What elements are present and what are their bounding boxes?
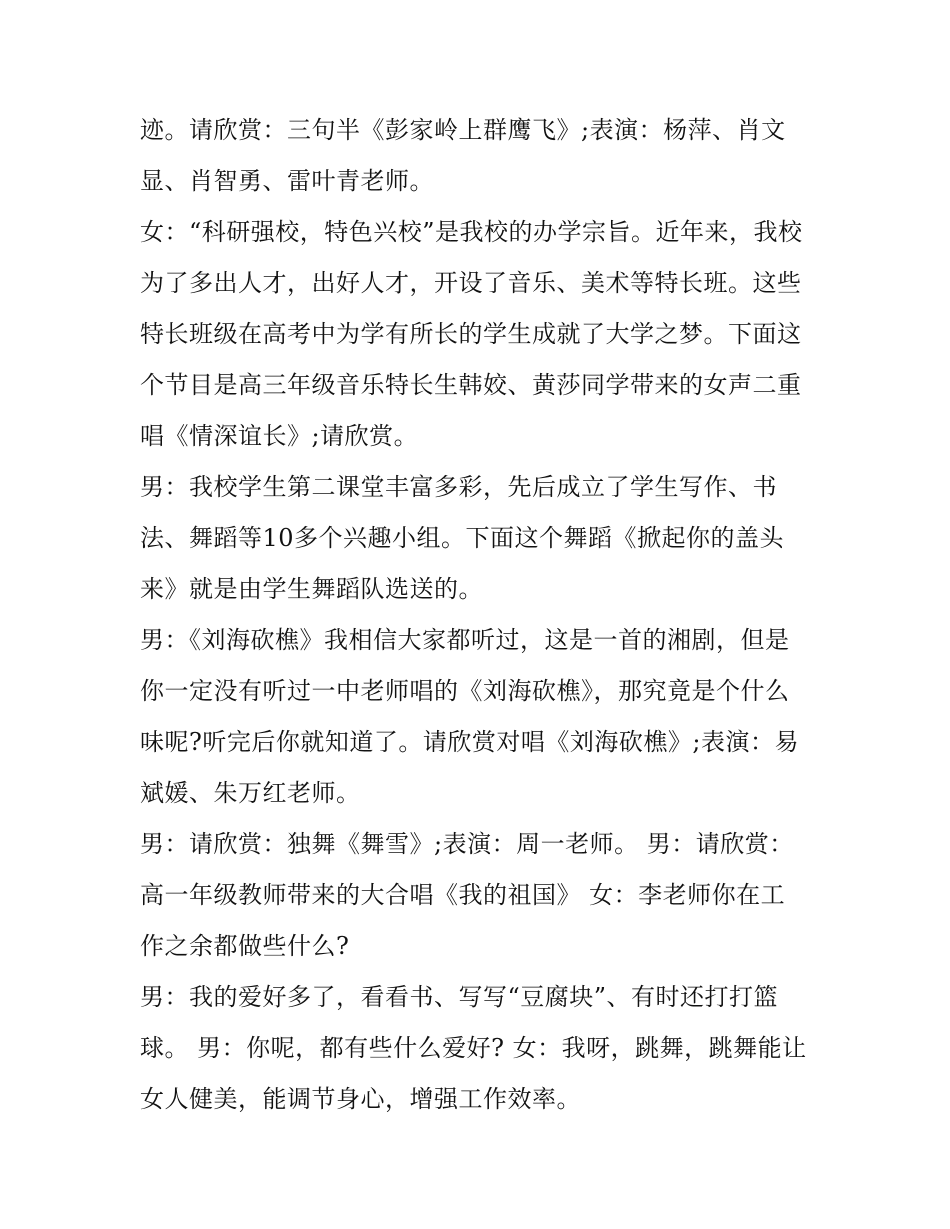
text-line: 特长班级在高考中为学有所长的学生成就了大学之梦。下面这	[140, 320, 802, 348]
text-line: 迹。请欣赏：三句半《彭家岭上群鹰飞》;表演：杨萍、肖文	[140, 116, 786, 144]
text-line: 法、舞蹈等10多个兴趣小组。下面这个舞蹈《掀起你的盖头	[140, 524, 785, 552]
text-line: 高一年级教师带来的大合唱《我的祖国》 女：李老师你在工	[140, 881, 786, 909]
text-line: 球。 男：你呢，都有些什么爱好? 女：我呀，跳舞，跳舞能让	[140, 1034, 807, 1062]
text-line: 味呢?听完后你就知道了。请欣赏对唱《刘海砍樵》;表演：易	[140, 728, 799, 756]
text-line: 你一定没有听过一中老师唱的《刘海砍樵》，那究竟是个什么	[140, 677, 790, 705]
text-line: 唱《情深谊长》;请欣赏。	[140, 422, 419, 450]
text-line: 女人健美，能调节身心，增强工作效率。	[140, 1085, 581, 1113]
text-line: 女：“科研强校，特色兴校”是我校的办学宗旨。近年来，我校	[140, 218, 803, 246]
text-line: 显、肖智勇、雷叶青老师。	[140, 167, 434, 195]
text-line: 男：我校学生第二课堂丰富多彩，先后成立了学生写作、书	[140, 473, 777, 501]
text-line: 来》就是由学生舞蹈队选送的。	[140, 575, 483, 603]
text-line: 男：请欣赏：独舞《舞雪》;表演：周一老师。 男：请欣赏：	[140, 830, 794, 858]
text-line: 个节目是高三年级音乐特长生韩姣、黄莎同学带来的女声二重	[140, 371, 802, 399]
text-line: 斌媛、朱万红老师。	[140, 779, 361, 807]
text-line: 男：《刘海砍樵》我相信大家都听过，这是一首的湘剧，但是	[140, 626, 790, 654]
text-line: 作之余都做些什么?	[140, 932, 350, 960]
text-line: 为了多出人才，出好人才，开设了音乐、美术等特长班。这些	[140, 269, 802, 297]
text-line: 男：我的爱好多了，看看书、写写“豆腐块”、有时还打打篮	[140, 983, 779, 1011]
